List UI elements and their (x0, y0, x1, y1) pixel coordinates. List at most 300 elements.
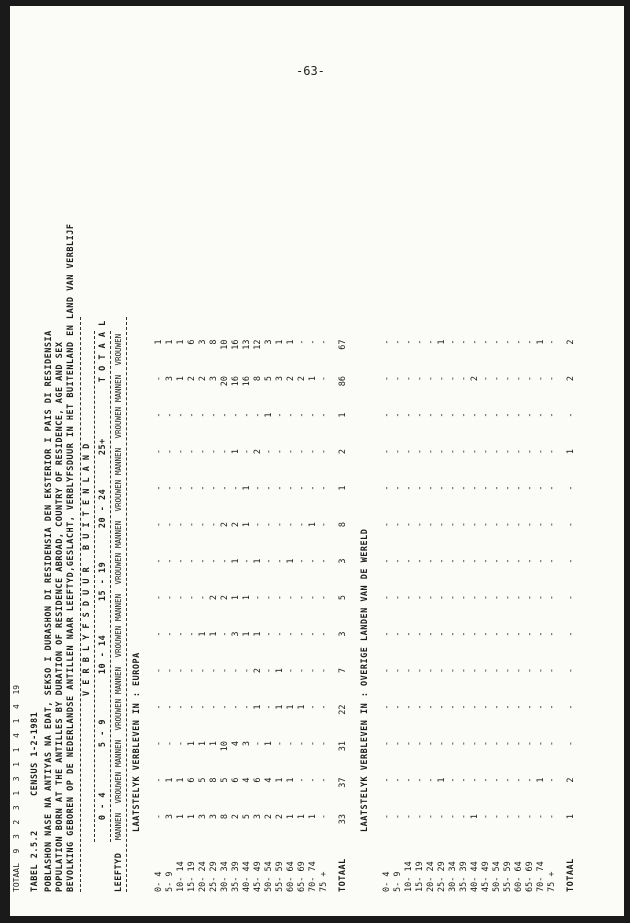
other-cell: - (481, 814, 491, 820)
europe-cell: - (297, 412, 307, 418)
other-cell: - (503, 741, 513, 747)
europe-cell: - (308, 668, 318, 674)
other-cell: - (459, 741, 469, 747)
europe-cell: 2 (198, 376, 208, 382)
europe-cell: 1 (253, 704, 263, 710)
europe-cell: 5 (242, 814, 252, 820)
europe-age-4: 20- 24 (198, 861, 208, 892)
other-cell: - (426, 777, 436, 783)
other-cell: - (382, 631, 392, 637)
other-cell: - (448, 339, 458, 345)
europe-age-5: 25- 29 (209, 861, 219, 892)
other-cell: - (393, 814, 403, 820)
other-cell: - (393, 668, 403, 674)
europe-cell: 1 (286, 704, 296, 710)
other-total-cell: - (566, 558, 576, 564)
other-cell: - (448, 704, 458, 710)
other-age-6: 30- 34 (448, 861, 458, 892)
other-cell: - (437, 668, 447, 674)
other-cell: - (437, 558, 447, 564)
other-cell: - (470, 412, 480, 418)
other-cell: - (448, 741, 458, 747)
europe-cell: - (242, 704, 252, 710)
europe-cell: - (209, 449, 219, 455)
europe-cell: - (297, 339, 307, 345)
group-label-6: T O T A A L (98, 320, 108, 383)
sex-label-5: VROUWEN (114, 625, 123, 658)
rotated-table (10, 6, 624, 906)
europe-cell: - (319, 777, 329, 783)
other-cell: - (415, 522, 425, 528)
europe-cell: - (154, 558, 164, 564)
other-cell: - (382, 741, 392, 747)
other-cell: - (393, 631, 403, 637)
other-cell: - (393, 485, 403, 491)
other-cell: - (426, 376, 436, 382)
other-cell: - (437, 741, 447, 747)
europe-cell: - (220, 485, 230, 491)
europe-cell: - (154, 522, 164, 528)
europe-cell: - (253, 741, 263, 747)
other-cell: - (481, 558, 491, 564)
europe-cell: 2 (220, 595, 230, 601)
other-cell: - (514, 741, 524, 747)
europe-cell: - (319, 558, 329, 564)
europe-cell: 1 (165, 777, 175, 783)
europe-cell: - (198, 485, 208, 491)
other-cell: - (437, 485, 447, 491)
europe-cell: 1 (242, 631, 252, 637)
europe-age-12: 60- 64 (286, 861, 296, 892)
europe-cell: - (286, 668, 296, 674)
other-cell: - (415, 777, 425, 783)
other-cell: - (481, 485, 491, 491)
other-cell: - (448, 631, 458, 637)
other-cell: - (393, 339, 403, 345)
europe-cell: 1 (242, 485, 252, 491)
europe-cell: - (165, 412, 175, 418)
europe-cell: - (264, 704, 274, 710)
other-cell: - (536, 814, 546, 820)
europe-cell: - (198, 704, 208, 710)
europe-cell: 3 (209, 376, 219, 382)
sex-label-12: MANNEN (114, 374, 123, 402)
europe-cell: - (176, 704, 186, 710)
group-label-2: 10 - 14 (98, 634, 108, 675)
europe-cell: - (165, 485, 175, 491)
europe-cell: - (187, 412, 197, 418)
other-cell: - (492, 595, 502, 601)
europe-total-cell: 37 (338, 777, 348, 788)
europe-total-cell: 2 (338, 449, 348, 455)
europe-total-cell: 33 (338, 814, 348, 825)
europe-cell: 1 (231, 449, 241, 455)
europe-cell: - (264, 558, 274, 564)
header-strip: TOTAAL 9 3 2 3 1 3 1 1 4 1 4 19 (12, 684, 21, 892)
europe-cell: - (165, 704, 175, 710)
other-total-cell: - (566, 704, 576, 710)
europe-cell: - (176, 412, 186, 418)
other-title: LAATSTELYK VERBLEVEN IN : OVERIGE LANDEN VAN DE WERELD (360, 528, 370, 832)
other-cell: - (415, 814, 425, 820)
other-cell: - (547, 558, 557, 564)
europe-cell: - (165, 595, 175, 601)
other-cell: - (481, 668, 491, 674)
sex-label-8: MANNEN (114, 520, 123, 548)
header-rule-mid (94, 331, 95, 842)
other-total-cell: - (566, 522, 576, 528)
europe-cell: - (275, 485, 285, 491)
other-cell: 2 (470, 376, 480, 382)
other-cell: - (492, 777, 502, 783)
europe-cell: 1 (198, 631, 208, 637)
other-cell: - (514, 522, 524, 528)
other-cell: - (426, 631, 436, 637)
other-cell: - (415, 631, 425, 637)
europe-cell: - (176, 595, 186, 601)
other-cell: - (448, 777, 458, 783)
europe-cell: - (154, 376, 164, 382)
other-cell: - (382, 376, 392, 382)
other-cell: - (481, 376, 491, 382)
other-cell: - (525, 412, 535, 418)
europe-cell: - (308, 777, 318, 783)
europe-cell: - (198, 522, 208, 528)
europe-cell: - (176, 485, 186, 491)
europe-age-14: 70- 74 (308, 861, 318, 892)
other-cell: - (481, 522, 491, 528)
europe-total-cell: 22 (338, 704, 348, 715)
europe-cell: - (286, 412, 296, 418)
other-cell: - (503, 339, 513, 345)
europe-cell: - (154, 449, 164, 455)
europe-cell: - (242, 668, 252, 674)
other-cell: - (514, 814, 524, 820)
other-cell: - (426, 814, 436, 820)
europe-cell: - (286, 595, 296, 601)
europe-cell: 1 (286, 777, 296, 783)
other-cell: - (536, 595, 546, 601)
other-cell: - (470, 485, 480, 491)
europe-cell: - (319, 339, 329, 345)
europe-cell: - (165, 558, 175, 564)
europe-cell: 4 (242, 777, 252, 783)
europe-age-2: 10- 14 (176, 861, 186, 892)
europe-cell: 1 (286, 558, 296, 564)
other-cell: - (404, 777, 414, 783)
other-cell: - (481, 339, 491, 345)
other-cell: - (459, 668, 469, 674)
other-cell: - (547, 449, 557, 455)
europe-cell: - (319, 485, 329, 491)
other-cell: 1 (437, 339, 447, 345)
europe-cell: - (264, 631, 274, 637)
other-cell: - (547, 376, 557, 382)
europe-cell: - (209, 412, 219, 418)
other-cell: - (547, 704, 557, 710)
europe-cell: - (231, 668, 241, 674)
other-cell: - (437, 376, 447, 382)
europe-cell: 1 (165, 339, 175, 345)
other-cell: - (503, 777, 513, 783)
other-cell: - (481, 741, 491, 747)
europe-cell: - (319, 522, 329, 528)
other-cell: - (459, 704, 469, 710)
header-rule-sex (110, 331, 111, 842)
other-total-cell: - (566, 668, 576, 674)
europe-title: LAATSTELYK VERBLEVEN IN : EUROPA (132, 652, 142, 832)
other-cell: - (492, 339, 502, 345)
europe-total-label: TOTAAL (338, 858, 348, 892)
other-total-cell: - (566, 412, 576, 418)
other-cell: - (415, 704, 425, 710)
page-number: -63- (296, 64, 325, 78)
europe-cell: 4 (231, 741, 241, 747)
other-cell: - (393, 376, 403, 382)
other-cell: - (459, 449, 469, 455)
europe-cell: - (253, 595, 263, 601)
europe-total-cell: 1 (338, 412, 348, 418)
europe-cell: 16 (231, 339, 241, 350)
europe-cell: - (209, 558, 219, 564)
other-cell: - (470, 668, 480, 674)
europe-cell: 1 (275, 668, 285, 674)
other-cell: - (448, 412, 458, 418)
other-total-cell: - (566, 485, 576, 491)
other-cell: - (415, 741, 425, 747)
other-cell: - (547, 631, 557, 637)
europe-cell: - (319, 449, 329, 455)
other-cell: - (415, 412, 425, 418)
other-cell: - (547, 339, 557, 345)
europe-cell: 2 (275, 814, 285, 820)
other-cell: - (426, 595, 436, 601)
europe-age-7: 35- 39 (231, 861, 241, 892)
other-cell: - (525, 522, 535, 528)
europe-cell: - (286, 485, 296, 491)
europe-cell: 2 (264, 814, 274, 820)
other-cell: - (503, 668, 513, 674)
europe-cell: 1 (275, 777, 285, 783)
europe-cell: - (319, 631, 329, 637)
europe-cell: 2 (187, 376, 197, 382)
europe-cell: - (286, 449, 296, 455)
europe-cell: 2 (286, 376, 296, 382)
europe-cell: 16 (231, 376, 241, 387)
other-cell: - (448, 814, 458, 820)
other-cell: - (470, 777, 480, 783)
other-cell: - (404, 814, 414, 820)
europe-cell: 16 (242, 376, 252, 387)
other-cell: - (382, 485, 392, 491)
other-cell: - (470, 449, 480, 455)
europe-cell: - (187, 558, 197, 564)
other-total-cell: 2 (566, 376, 576, 382)
other-total-cell: 1 (566, 449, 576, 455)
europe-cell: - (154, 814, 164, 820)
other-cell: - (470, 704, 480, 710)
europe-cell: - (253, 485, 263, 491)
other-cell: - (393, 522, 403, 528)
other-cell: - (437, 814, 447, 820)
other-cell: - (382, 668, 392, 674)
europe-cell: 3 (198, 814, 208, 820)
europe-cell: - (154, 412, 164, 418)
other-cell: - (525, 376, 535, 382)
europe-cell: - (286, 522, 296, 528)
europe-cell: - (220, 558, 230, 564)
other-cell: - (503, 412, 513, 418)
other-cell: - (525, 741, 535, 747)
europe-total-cell: 5 (338, 595, 348, 601)
other-cell: - (404, 704, 414, 710)
europe-cell: - (154, 631, 164, 637)
europe-cell: 1 (275, 704, 285, 710)
europe-age-11: 55- 59 (275, 861, 285, 892)
other-age-14: 70- 74 (536, 861, 546, 892)
europe-total-cell: 3 (338, 558, 348, 564)
other-total-cell: - (566, 631, 576, 637)
other-cell: - (393, 741, 403, 747)
other-cell: - (536, 376, 546, 382)
other-cell: - (525, 485, 535, 491)
europe-cell: 1 (253, 631, 263, 637)
other-cell: - (481, 777, 491, 783)
europe-cell: 8 (209, 777, 219, 783)
europe-cell: 6 (253, 777, 263, 783)
europe-cell: - (209, 668, 219, 674)
other-cell: - (492, 704, 502, 710)
other-cell: 1 (437, 777, 447, 783)
other-cell: - (382, 412, 392, 418)
europe-cell: - (209, 704, 219, 710)
europe-cell: 3 (198, 339, 208, 345)
europe-cell: 1 (297, 814, 307, 820)
other-cell: - (514, 704, 524, 710)
other-cell: - (492, 741, 502, 747)
europe-cell: 10 (220, 339, 230, 350)
other-cell: - (448, 668, 458, 674)
other-cell: - (525, 814, 535, 820)
europe-cell: 1 (275, 339, 285, 345)
europe-cell: 5 (198, 777, 208, 783)
europe-cell: - (297, 631, 307, 637)
other-cell: - (503, 814, 513, 820)
other-total-cell: 2 (566, 339, 576, 345)
europe-cell: - (220, 704, 230, 710)
europe-cell: - (275, 449, 285, 455)
other-cell: - (536, 412, 546, 418)
europe-cell: - (297, 449, 307, 455)
other-cell: - (459, 631, 469, 637)
europe-cell: - (198, 412, 208, 418)
other-cell: - (492, 449, 502, 455)
europe-total-cell: 86 (338, 376, 348, 387)
other-cell: - (547, 595, 557, 601)
other-cell: - (448, 522, 458, 528)
europe-cell: - (319, 704, 329, 710)
europe-cell: 5 (220, 777, 230, 783)
other-cell: - (470, 631, 480, 637)
other-cell: - (470, 522, 480, 528)
other-cell: - (404, 631, 414, 637)
title-line-1: POBLASHON NASE NA ANTIYAS NA EDAT, SEKSO I DURASHON DI RESIDENSIA DEN EKSTERIOR I PAIS DI RESIDENSIA (44, 330, 54, 892)
other-cell: - (404, 522, 414, 528)
other-cell: - (382, 595, 392, 601)
other-age-0: 0- 4 (382, 871, 392, 892)
europe-cell: 1 (308, 522, 318, 528)
other-cell: 1 (536, 339, 546, 345)
other-cell: - (382, 777, 392, 783)
europe-cell: - (319, 668, 329, 674)
other-cell: - (448, 485, 458, 491)
other-cell: - (514, 376, 524, 382)
europe-cell: 1 (242, 595, 252, 601)
europe-total-cell: 31 (338, 741, 348, 752)
other-cell: - (404, 339, 414, 345)
europe-cell: - (297, 777, 307, 783)
other-cell: - (404, 376, 414, 382)
europe-cell: - (176, 449, 186, 455)
other-cell: - (525, 704, 535, 710)
europe-cell: - (242, 412, 252, 418)
other-cell: - (503, 522, 513, 528)
other-cell: - (437, 412, 447, 418)
other-cell: - (459, 595, 469, 601)
europe-cell: - (231, 704, 241, 710)
europe-cell: - (253, 522, 263, 528)
europe-cell: 1 (297, 704, 307, 710)
europe-cell: - (275, 595, 285, 601)
other-age-11: 55- 59 (503, 861, 513, 892)
europe-cell: 4 (264, 777, 274, 783)
other-cell: - (492, 814, 502, 820)
other-cell: - (514, 558, 524, 564)
other-cell: - (525, 595, 535, 601)
europe-cell: - (176, 522, 186, 528)
group-label-4: 20 - 24 (98, 488, 108, 529)
sex-label-4: MANNEN (114, 666, 123, 694)
other-total-label: TOTAAL (566, 858, 576, 892)
europe-cell: 3 (165, 814, 175, 820)
europe-cell: - (187, 631, 197, 637)
europe-cell: - (154, 741, 164, 747)
sex-label-0: MANNEN (114, 812, 123, 840)
europe-cell: - (187, 485, 197, 491)
age-header: LEEFTYD (114, 852, 124, 892)
europe-cell: - (275, 412, 285, 418)
other-cell: - (481, 631, 491, 637)
europe-cell: - (319, 814, 329, 820)
document-page (10, 6, 624, 916)
europe-cell: - (209, 485, 219, 491)
other-cell: - (547, 522, 557, 528)
europe-cell: - (308, 558, 318, 564)
europe-cell: 1 (198, 741, 208, 747)
europe-cell: - (220, 449, 230, 455)
other-cell: - (448, 558, 458, 564)
other-cell: - (492, 558, 502, 564)
europe-age-3: 15- 19 (187, 861, 197, 892)
other-cell: - (514, 777, 524, 783)
europe-cell: - (154, 485, 164, 491)
europe-cell: 2 (253, 668, 263, 674)
other-cell: - (404, 449, 414, 455)
other-cell: - (503, 376, 513, 382)
europe-cell: - (176, 558, 186, 564)
europe-cell: - (319, 595, 329, 601)
other-cell: - (404, 595, 414, 601)
